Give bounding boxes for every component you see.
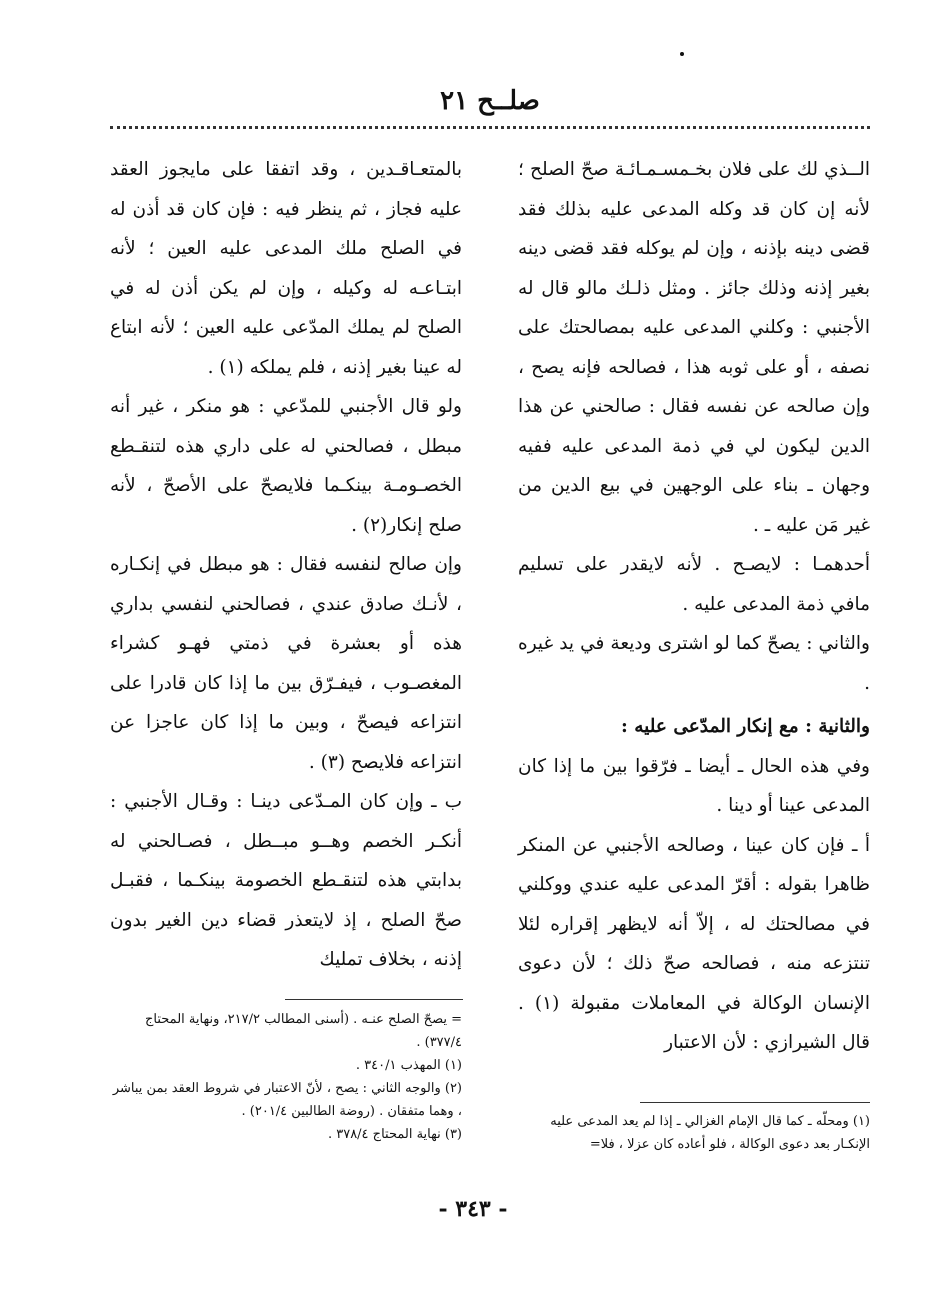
section-subheading: والثانية : مع إنكار المدّعى عليه : [620, 716, 870, 737]
footnote: (٢) والوجه الثاني : يصح ، لأنّ الاعتبار في شروط العقد بمن يباشر ، وهما متفقان . (روضة الطالبين ٢٠١/٤) . [112, 1081, 462, 1119]
page-header-title: صلــح ٢١ [440, 86, 540, 116]
paragraph: الــذي لك على فلان بخـمسـمـائـة صحّ الصلح ؛ لأنه إن كان قد وكله المدعى عليه بذلك فقد قضى دينه بإذنه ، وإن لم يوكله فقد قضى دينه بغير إذنه وذلك جائز . ومثل ذلـك مالو قال له الأجنبي : وكلني المدعى عليه بمصالحتك على نصفه ، أو على ثوبه هذا ، فصالحه فإنه يصح ، وإن صالحه عن نفسه فقال : صالحني عن هذا الدين ليكون لي في ذمة المدعى عليه ففيه وجهان ـ بناء على الوجهين في بيع الدين من غير مَن عليه ـ . [518, 159, 870, 536]
paragraph: بالمتعـاقـدين ، وقد اتفقا على مايجوز العقد عليه فجاز ، ثم ينظر فيه : فإن كان قد أذن له في الصلح ملك المدعى عليه العين ؛ لأنه ابتـاعـه له وكيله ، وإن لم يكن أذن له في الصلح لم يملك المدّعى عليه العين ؛ لأنه ابتاع له عينا بغير إذنه ، فلم يملكه (١) . [110, 159, 462, 378]
paragraph: وإن صالح لنفسه فقال : هو مبطل في إنكـاره ، لأنـك صادق عندي ، فصالحني لنفسي بداري هذه أو بعشرة في ذمتي فهـو كشراء المغصـوب ، فيفـرّق بين ما إذا كان قادرا على انتزاعه فيصحّ ، وبين ما إذا كان عاجزا عن انتزاعه فلايصح (٣) . [110, 554, 462, 773]
paragraph: أ ـ فإن كان عينا ، وصالحه الأجنبي عن المنكر ظاهرا بقوله : أقرّ المدعى عليه عندي ووكلني في مصالحتك له ، إلاّ أنه لايظهر إقراره لئلا تنتزعه منه ، فصالحه صحّ ذلك ؛ لأن دعوى الإنسان الوكالة في المعاملات مقبولة (١) . قال الشيرازي : لأن الاعتبار [518, 834, 870, 1053]
right-column [518, 150, 870, 1063]
paragraph: ولو قال الأجنبي للمدّعي : هو منكر ، غير أنه مبطل ، فصالحني له على داري هذه لتنقـطع الخصـومـة بينكـما فلايصحّ على الأصحّ ، لأنه صلح إنكار(٢) . [110, 396, 462, 536]
paragraph: أحدهمـا : لايصـح . لأنه لايقدر على تسليم مافي ذمة المدعى عليه . [518, 554, 870, 615]
footnote: = يصحّ الصلح عنـه . (أسنى المطالب ٢١٧/٢، ونهاية المحتاج ٣٧٧/٤) . [145, 1012, 462, 1050]
header-dotted-rule [110, 126, 870, 129]
left-column [110, 150, 462, 980]
footnote: (١) ومحلّه ـ كما قال الإمام الغزالي ـ إذا لم يعد المدعى عليه الإنكـار بعد دعوى الوكالة ، فلو أعاده كان عزلا ، فلا= [550, 1114, 870, 1152]
footnotes-right [518, 1110, 870, 1156]
footnotes-left [110, 1008, 462, 1146]
paragraph: ب ـ وإن كان المـدّعى دينـا : وقـال الأجنبي : أنكـر الخصم وهــو مبــطل ، فصـالحني له بدابتي هذه لتنقـطع الخصومة بينكـما ، فقبـل صحّ الصلح ، إذ لايتعذر قضاء دين الغير بدون إذنه ، بخلاف تمليك [110, 791, 462, 970]
paragraph: والثاني : يصحّ كما لو اشترى وديعة في يد غيره . [518, 633, 870, 694]
paragraph: وفي هذه الحال ـ أيضا ـ فرّقوا بين ما إذا كان المدعى عينا أو دينا . [518, 755, 870, 816]
footnote: (١) المهذب ٣٤٠/١ . [355, 1058, 462, 1073]
page-mark-dot [680, 52, 684, 56]
footnote: (٣) نهاية المحتاج ٣٧٨/٤ . [327, 1127, 462, 1142]
page-number: - ٣٤٣ - [438, 1196, 508, 1222]
footnote-divider-right [640, 1102, 870, 1103]
footnote-divider-left [285, 999, 463, 1000]
